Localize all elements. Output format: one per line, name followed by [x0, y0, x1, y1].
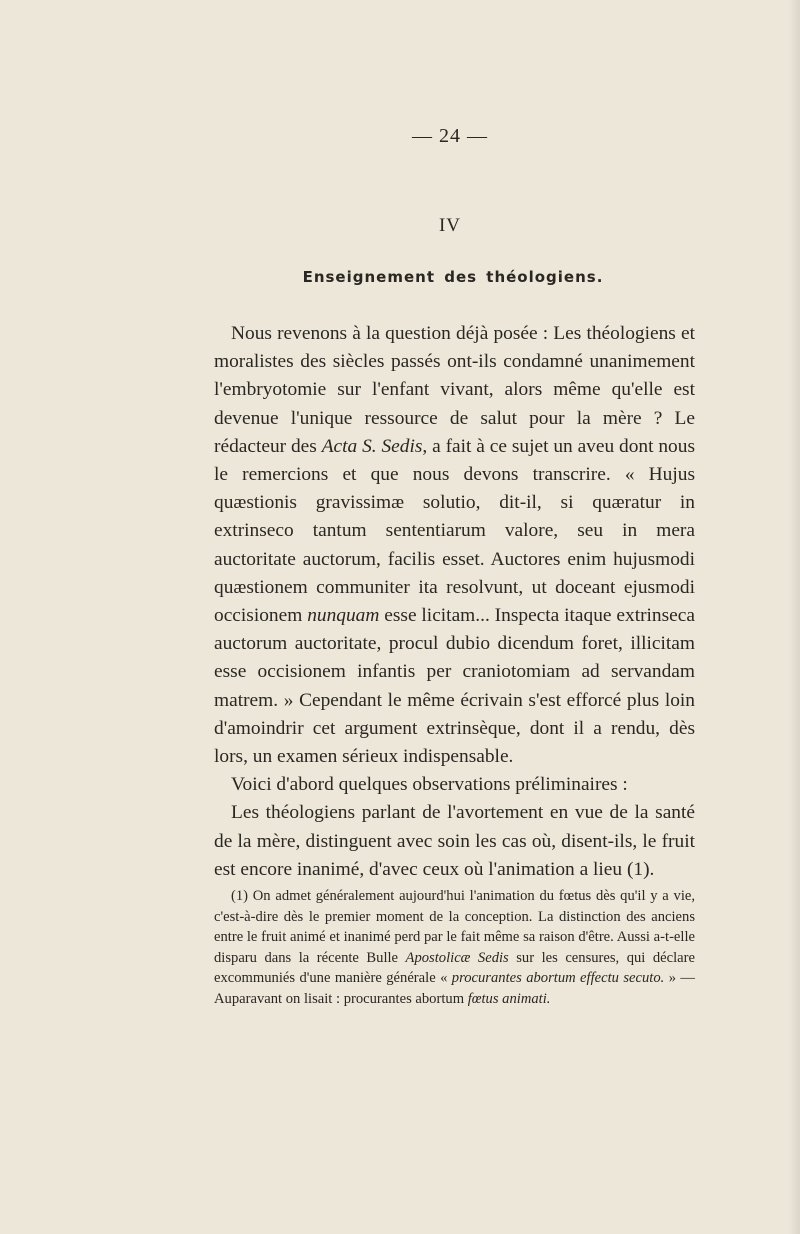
footnote-quote-1: procurantes abortum effectu secuto.: [451, 970, 665, 987]
footnote-text: [214, 886, 695, 1010]
emphasis-nunquam: nunquam: [307, 605, 380, 627]
paragraph-1-text-c: esse licitam... Inspecta itaque extrinseca auctorum auctoritate, procul dubio dicendum foret, illicitam esse occisionem infantis per craniotomiam ad servandam matrem. » Cependant le même écrivain s'est efforcé plus loin d'amoindrir cet argument extrinsèque, dont il a rendu, dès lors, un examen sérieux indispensable.: [214, 605, 695, 768]
footnote-quote-2: fœtus animati.: [467, 990, 551, 1007]
footnote: [214, 886, 695, 1010]
footnote-text-c: » — Auparavant on lisait : procurantes abortum: [214, 970, 695, 1007]
journal-title: Acta S. Sedis: [321, 435, 423, 457]
paragraph-1: [214, 320, 695, 771]
bull-title: Apostolicæ Sedis: [405, 949, 509, 966]
page-number: — 24 —: [412, 125, 488, 147]
footnote-text-b: sur les censures, qui déclare excommuniés d'une manière générale «: [214, 949, 695, 987]
chapter-number: IV: [438, 215, 462, 236]
footnote-text-a: (1) On admet généralement aujourd'hui l'animation du fœtus dès qu'il y a vie, c'est-à-dire dès le premier moment de la conception. La distinction des anciens entre le fruit animé et inanimé perd par le fait même sa raison d'être. Aussi a-t-elle disparu dans la récente Bulle: [214, 888, 695, 966]
body-text: [214, 320, 695, 884]
paragraph-2: Voici d'abord quelques observations préliminaires :: [231, 774, 628, 796]
section-title: Enseignement des théologiens.: [302, 268, 604, 286]
paragraph-1-text-a: Nous revenons à la question déjà posée : Les théologiens et moralistes des siècles passés ont-ils condamné unanimement l'embryotomie sur l'enfant vivant, alors même qu'elle est devenue l'unique ressource de salut pour la mère ? Le rédacteur des: [214, 323, 695, 457]
paragraph-1-text-b: , a fait à ce sujet un aveu dont nous le remercions et que nous devons transcrire. « Hujus quæstionis gravissimæ solutio, dit-il, si quæratur in extrinseco tantum sententiarum valore, seu in mera auctoritate auctorum, facilis esset. Auctores enim hujusmodi quæstionem communiter ita resolvunt, ut doceant ejusmodi occisionem: [214, 435, 695, 627]
paragraph-3: Les théologiens parlant de l'avortement en vue de la santé de la mère, distinguent avec soin les cas où, disent-ils, le fruit est encore inanimé, d'avec ceux où l'animation a lieu (1).: [214, 802, 695, 880]
